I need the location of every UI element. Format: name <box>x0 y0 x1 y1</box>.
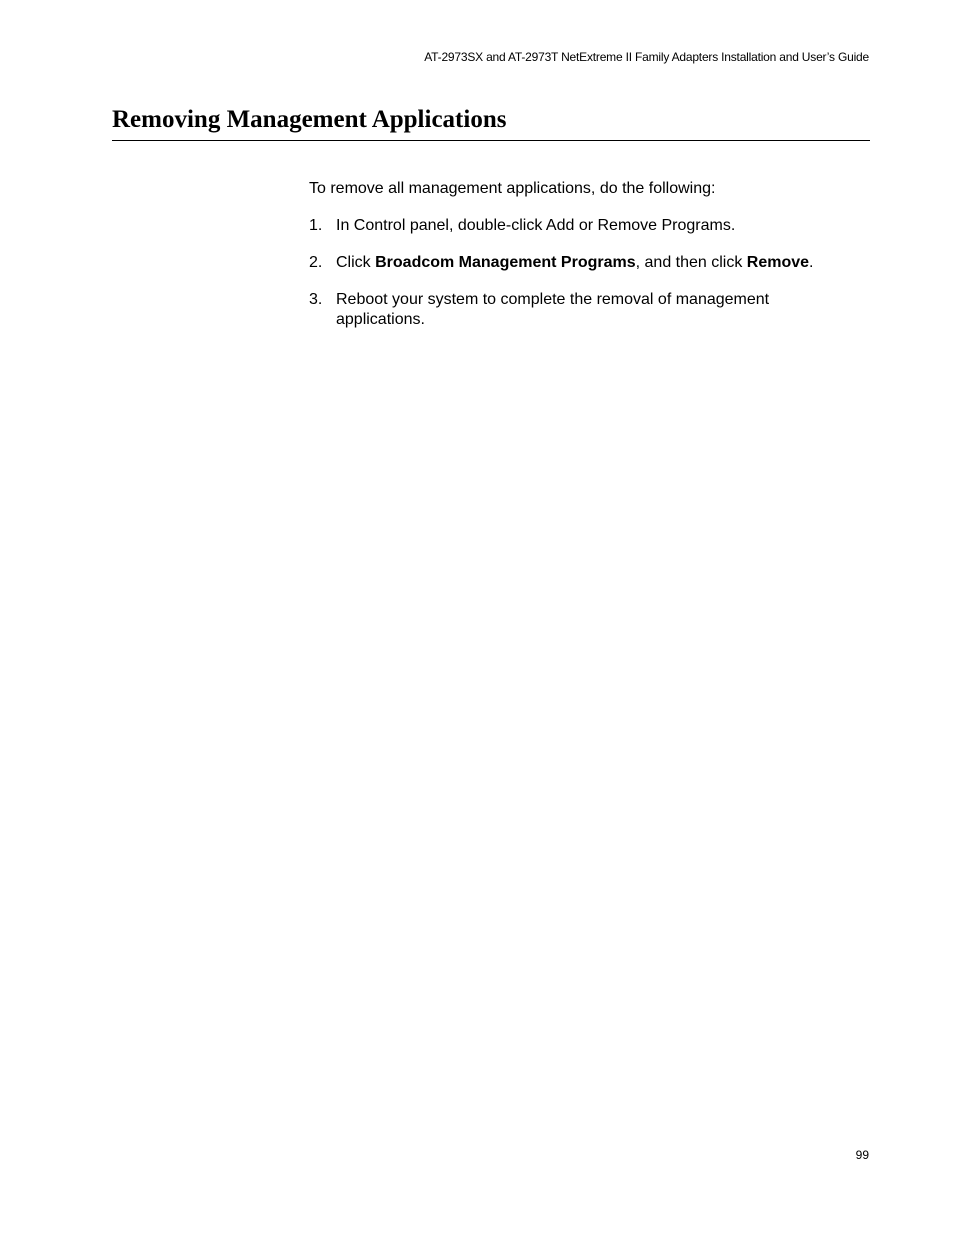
section-title: Removing Management Applications <box>112 106 507 133</box>
step-number: 2. <box>309 254 323 271</box>
title-divider <box>112 140 870 141</box>
steps-list <box>309 216 829 330</box>
running-header: AT-2973SX and AT-2973T NetExtreme II Family Adapters Installation and User’s Guide <box>424 50 869 64</box>
remove-label: Remove <box>746 254 810 271</box>
page-number: 99 <box>855 1148 869 1162</box>
step-text-prefix: Click <box>336 254 376 271</box>
step-number: 1. <box>309 217 323 234</box>
step-text-suffix: . <box>809 254 814 271</box>
step-text <box>336 253 829 273</box>
step-number: 3. <box>309 291 323 308</box>
step-item <box>309 290 829 330</box>
intro-paragraph: To remove all management applications, do the following: <box>309 180 716 197</box>
step-text: In Control panel, double-click Add or Remove Programs. <box>336 217 736 234</box>
step-item <box>309 253 829 273</box>
step-text: Reboot your system to complete the removal of management applications. <box>336 291 770 328</box>
program-name: Broadcom Management Programs <box>375 254 636 271</box>
step-item <box>309 216 829 236</box>
step-text-middle: , and then click <box>635 254 747 271</box>
